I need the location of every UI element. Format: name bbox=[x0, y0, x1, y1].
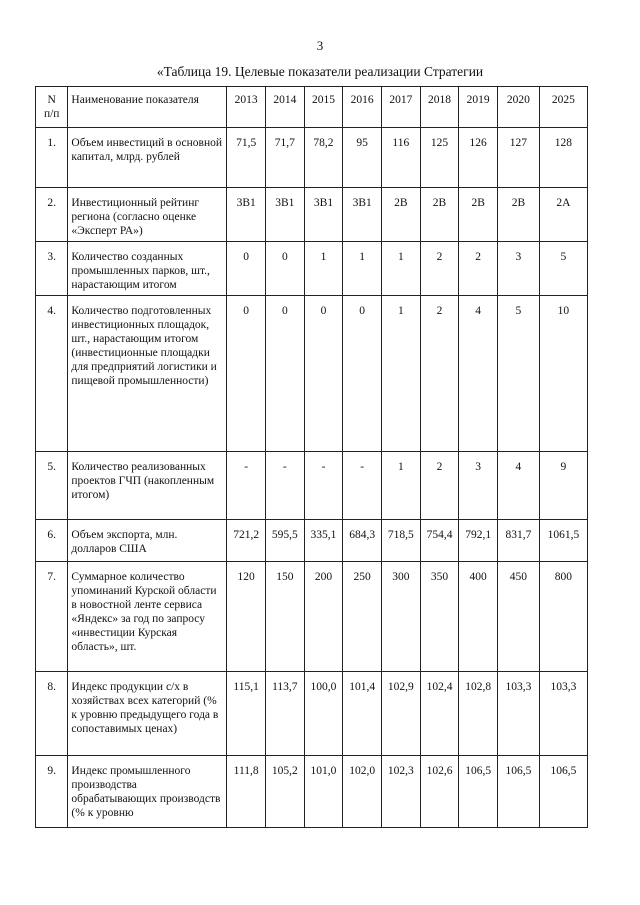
row-number: 7. bbox=[36, 562, 68, 672]
table-cell: 100,0 bbox=[304, 672, 343, 756]
table-cell: 0 bbox=[265, 296, 304, 452]
table-cell: 792,1 bbox=[459, 520, 498, 562]
table-cell: 150 bbox=[265, 562, 304, 672]
indicator-name: Объем экспорта, млн. долларов США bbox=[68, 520, 227, 562]
table-header-row bbox=[36, 87, 588, 128]
table-cell: 2В bbox=[498, 188, 540, 242]
table-cell: 335,1 bbox=[304, 520, 343, 562]
table-cell: 102,9 bbox=[382, 672, 421, 756]
table-cell: 106,5 bbox=[539, 756, 587, 828]
table-cell: 2 bbox=[459, 242, 498, 296]
target-indicators-table bbox=[35, 86, 588, 828]
table-cell: - bbox=[304, 452, 343, 520]
table-cell: 400 bbox=[459, 562, 498, 672]
table-cell: 102,6 bbox=[420, 756, 459, 828]
header-year: 2017 bbox=[382, 87, 421, 128]
table-cell: 101,4 bbox=[343, 672, 382, 756]
indicator-name: Индекс продукции с/х в хозяйствах всех категорий (% к уровню предыдущего года в сопоставимых ценах) bbox=[68, 672, 227, 756]
table-cell: 1061,5 bbox=[539, 520, 587, 562]
table-cell: 95 bbox=[343, 128, 382, 188]
table-cell: 2В bbox=[420, 188, 459, 242]
table-cell: 0 bbox=[227, 296, 266, 452]
table-cell: 3 bbox=[498, 242, 540, 296]
header-year: 2025 bbox=[539, 87, 587, 128]
table-cell: 115,1 bbox=[227, 672, 266, 756]
table-row bbox=[36, 242, 588, 296]
table-cell: 1 bbox=[382, 242, 421, 296]
table-cell: 200 bbox=[304, 562, 343, 672]
indicator-name: Объем инвестиций в основной капитал, млрд. рублей bbox=[68, 128, 227, 188]
table-cell: 1 bbox=[343, 242, 382, 296]
table-cell: 127 bbox=[498, 128, 540, 188]
table-cell: 10 bbox=[539, 296, 587, 452]
header-year: 2013 bbox=[227, 87, 266, 128]
table-cell: - bbox=[343, 452, 382, 520]
header-year: 2015 bbox=[304, 87, 343, 128]
table-cell: 1 bbox=[304, 242, 343, 296]
table-cell: 0 bbox=[304, 296, 343, 452]
row-number: 6. bbox=[36, 520, 68, 562]
table-cell: 113,7 bbox=[265, 672, 304, 756]
table-cell: 350 bbox=[420, 562, 459, 672]
table-cell: 718,5 bbox=[382, 520, 421, 562]
table-cell: 0 bbox=[265, 242, 304, 296]
row-number: 8. bbox=[36, 672, 68, 756]
table-cell: 120 bbox=[227, 562, 266, 672]
table-cell: 71,7 bbox=[265, 128, 304, 188]
table-cell: 300 bbox=[382, 562, 421, 672]
table-cell: 3В1 bbox=[227, 188, 266, 242]
table-cell: 102,8 bbox=[459, 672, 498, 756]
table-cell: 78,2 bbox=[304, 128, 343, 188]
table-cell: 111,8 bbox=[227, 756, 266, 828]
header-year: 2014 bbox=[265, 87, 304, 128]
table-cell: 3В1 bbox=[343, 188, 382, 242]
table-row bbox=[36, 188, 588, 242]
table-cell: 106,5 bbox=[498, 756, 540, 828]
table-cell: 4 bbox=[498, 452, 540, 520]
table-cell: 2В bbox=[459, 188, 498, 242]
row-number: 2. bbox=[36, 188, 68, 242]
table-cell: 1 bbox=[382, 452, 421, 520]
table-cell: 5 bbox=[498, 296, 540, 452]
table-cell: - bbox=[265, 452, 304, 520]
header-year: 2016 bbox=[343, 87, 382, 128]
table-cell: 1 bbox=[382, 296, 421, 452]
table-cell: 3В1 bbox=[265, 188, 304, 242]
table-cell: 116 bbox=[382, 128, 421, 188]
row-number: 5. bbox=[36, 452, 68, 520]
table-cell: 106,5 bbox=[459, 756, 498, 828]
table-row bbox=[36, 756, 588, 828]
table-cell: 800 bbox=[539, 562, 587, 672]
row-number: 9. bbox=[36, 756, 68, 828]
table-row bbox=[36, 672, 588, 756]
header-year: 2020 bbox=[498, 87, 540, 128]
table-cell: 721,2 bbox=[227, 520, 266, 562]
table-cell: 71,5 bbox=[227, 128, 266, 188]
table-cell: 101,0 bbox=[304, 756, 343, 828]
table-row bbox=[36, 520, 588, 562]
table-cell: - bbox=[227, 452, 266, 520]
indicator-name: Инвестиционный рейтинг региона (согласно оценке «Эксперт РА») bbox=[68, 188, 227, 242]
table-row bbox=[36, 562, 588, 672]
table-cell: 3 bbox=[459, 452, 498, 520]
indicator-name: Количество подготовленных инвестиционных площадок, шт., нарастающим итогом (инвестиционные площадки для предприятий логистики и пищевой промышленности) bbox=[68, 296, 227, 452]
table-cell: 684,3 bbox=[343, 520, 382, 562]
indicator-name: Количество реализованных проектов ГЧП (накопленным итогом) bbox=[68, 452, 227, 520]
table-cell: 9 bbox=[539, 452, 587, 520]
table-cell: 450 bbox=[498, 562, 540, 672]
table-caption: «Таблица 19. Целевые показатели реализации Стратегии bbox=[156, 64, 484, 79]
table-cell: 5 bbox=[539, 242, 587, 296]
table-row bbox=[36, 452, 588, 520]
table-cell: 126 bbox=[459, 128, 498, 188]
table-cell: 103,3 bbox=[498, 672, 540, 756]
indicator-name: Количество созданных промышленных парков, шт., нарастающим итогом bbox=[68, 242, 227, 296]
header-year: 2019 bbox=[459, 87, 498, 128]
table-cell: 2 bbox=[420, 296, 459, 452]
header-name: Наименование показателя bbox=[68, 87, 227, 128]
table-cell: 3В1 bbox=[304, 188, 343, 242]
page-number: 3 bbox=[316, 38, 324, 53]
table-cell: 754,4 bbox=[420, 520, 459, 562]
table-row bbox=[36, 128, 588, 188]
table-cell: 103,3 bbox=[539, 672, 587, 756]
table-cell: 0 bbox=[343, 296, 382, 452]
table-row bbox=[36, 296, 588, 452]
row-number: 3. bbox=[36, 242, 68, 296]
table-cell: 2В bbox=[382, 188, 421, 242]
table-cell: 4 bbox=[459, 296, 498, 452]
table-cell: 2 bbox=[420, 242, 459, 296]
header-num: N п/п bbox=[36, 87, 68, 128]
row-number: 1. bbox=[36, 128, 68, 188]
table-cell: 102,0 bbox=[343, 756, 382, 828]
table-cell: 128 bbox=[539, 128, 587, 188]
table-cell: 102,3 bbox=[382, 756, 421, 828]
table-cell: 125 bbox=[420, 128, 459, 188]
table-cell: 831,7 bbox=[498, 520, 540, 562]
table-cell: 102,4 bbox=[420, 672, 459, 756]
header-year: 2018 bbox=[420, 87, 459, 128]
table-cell: 2 bbox=[420, 452, 459, 520]
table-cell: 0 bbox=[227, 242, 266, 296]
indicator-name: Индекс промышленного производства обрабатывающих производств (% к уровню bbox=[68, 756, 227, 828]
table-cell: 250 bbox=[343, 562, 382, 672]
table-cell: 2А bbox=[539, 188, 587, 242]
indicator-name: Суммарное количество упоминаний Курской области в новостной ленте сервиса «Яндекс» за год по запросу «инвестиции Курская область», шт. bbox=[68, 562, 227, 672]
table-cell: 595,5 bbox=[265, 520, 304, 562]
table-cell: 105,2 bbox=[265, 756, 304, 828]
row-number: 4. bbox=[36, 296, 68, 452]
